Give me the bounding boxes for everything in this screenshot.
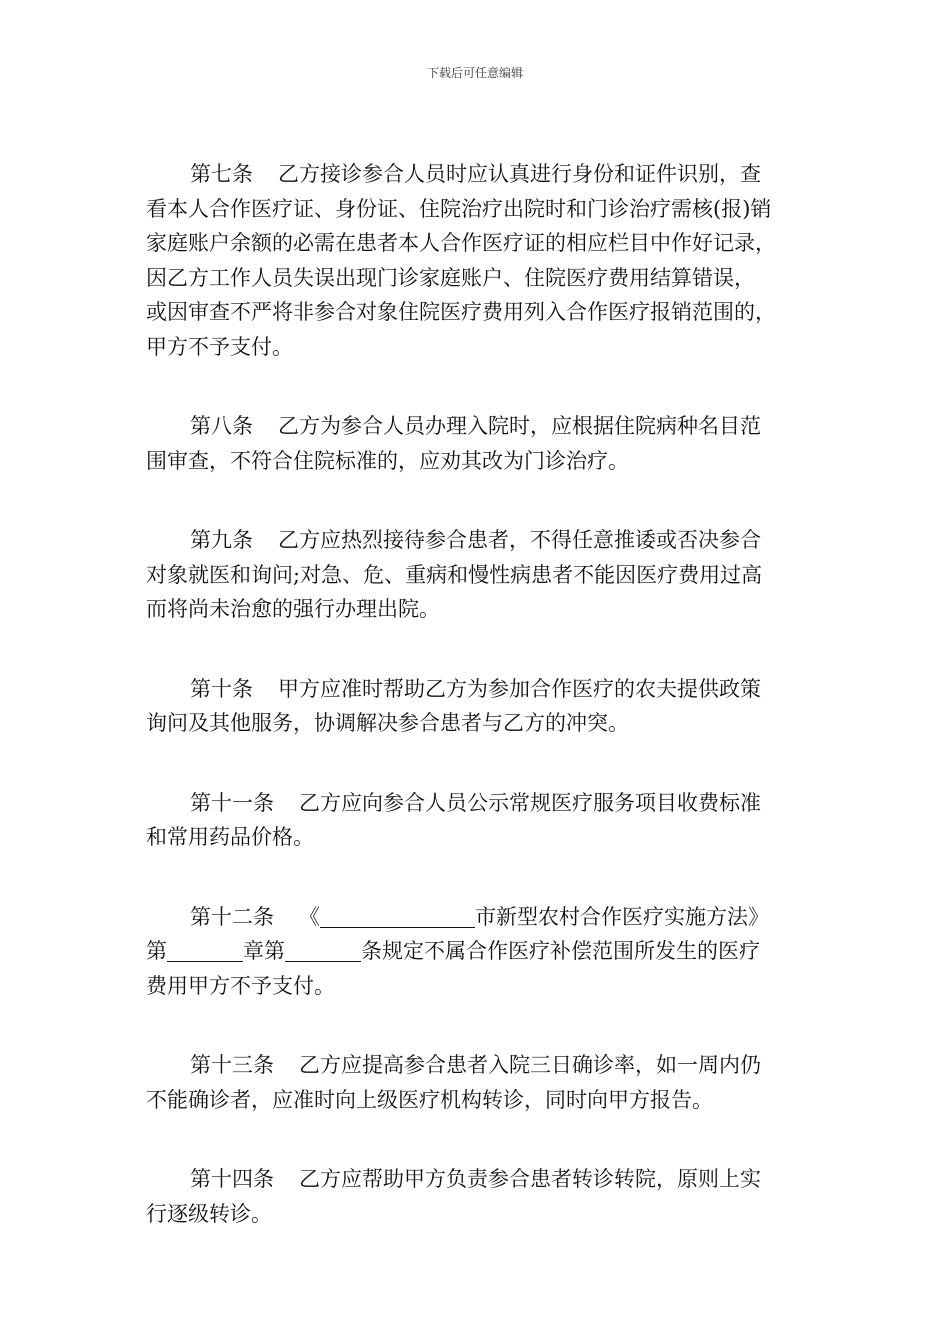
article-7 bbox=[146, 157, 810, 364]
article-text: 乙方为参合人员办理入院时，应根据住院病种名目范 bbox=[278, 414, 761, 438]
article-number: 第九条 bbox=[190, 528, 253, 552]
article-8 bbox=[146, 409, 810, 478]
article-line: 甲方不予支付。 bbox=[146, 334, 293, 359]
article-14 bbox=[146, 1162, 810, 1231]
fill-in-blank[interactable] bbox=[167, 937, 243, 962]
article-line: 围审查，不符合住院标准的，应劝其改为门诊治疗。 bbox=[146, 448, 629, 473]
article-line bbox=[146, 157, 810, 192]
article-number: 第八条 bbox=[190, 414, 253, 438]
article-line: 而将尚未治愈的强行办理出院。 bbox=[146, 597, 440, 621]
article-text: 乙方接诊参合人员时应认真进行身份和证件识别，查 bbox=[278, 162, 761, 186]
article-line: 看本人合作医疗证、身份证、住院治疗出院时和门诊治疗需核(报)销 bbox=[146, 196, 772, 221]
article-number: 第十条 bbox=[190, 676, 253, 701]
article-text: 第 bbox=[146, 939, 167, 963]
article-11 bbox=[146, 786, 810, 855]
article-line: 和常用药品价格。 bbox=[146, 825, 314, 849]
article-text: 乙方应帮助甲方负责参合患者转诊转院，原则上实 bbox=[299, 1167, 761, 1191]
article-line: 因乙方工作人员失误出现门诊家庭账户、住院医疗费用结算错误， bbox=[146, 265, 755, 290]
article-text: 条规定不属合作医疗补偿范围所发生的医疗 bbox=[361, 939, 760, 963]
page-header: 下载后可任意编辑 bbox=[426, 66, 523, 80]
article-line: 询问及其他服务，协调解决参合患者与乙方的冲突。 bbox=[146, 711, 629, 735]
article-12 bbox=[146, 900, 810, 1004]
article-text: 乙方应热烈接待参合患者，不得任意推诿或否决参合 bbox=[278, 528, 761, 552]
article-line bbox=[146, 523, 810, 558]
article-text: 市新型农村合作医疗实施方法》 bbox=[475, 904, 769, 929]
article-line: 对象就医和询问;对急、危、重病和慢性病患者不能因医疗费用过高 bbox=[146, 562, 763, 587]
article-text: 乙方应提高参合患者入院三日确诊率，如一周内仍 bbox=[299, 1053, 761, 1077]
article-text: 乙方应向参合人员公示常规医疗服务项目收费标准 bbox=[299, 790, 761, 815]
article-line: 费用甲方不予支付。 bbox=[146, 973, 335, 998]
article-10 bbox=[146, 672, 810, 741]
article-text: 《 bbox=[299, 904, 320, 929]
article-line bbox=[146, 1162, 810, 1197]
article-line: 家庭账户余额的必需在患者本人合作医疗证的相应栏目中作好记录， bbox=[146, 231, 776, 255]
article-text: 章第 bbox=[243, 939, 285, 963]
article-line bbox=[146, 934, 810, 969]
document-body bbox=[146, 157, 810, 1276]
article-number: 第十三条 bbox=[190, 1053, 274, 1077]
article-line: 不能确诊者，应准时向上级医疗机构转诊，同时向甲方报告。 bbox=[146, 1087, 713, 1112]
fill-in-blank[interactable] bbox=[285, 937, 361, 962]
article-13 bbox=[146, 1048, 810, 1117]
article-line bbox=[146, 409, 810, 444]
article-line bbox=[146, 1048, 810, 1083]
article-line bbox=[146, 786, 810, 821]
article-line: 或因审查不严将非参合对象住院医疗费用列入合作医疗报销范围的， bbox=[146, 300, 776, 324]
article-number: 第七条 bbox=[190, 162, 253, 186]
article-number: 第十一条 bbox=[190, 790, 274, 815]
fill-in-blank[interactable] bbox=[320, 903, 475, 928]
article-line bbox=[146, 900, 810, 935]
article-9 bbox=[146, 523, 810, 627]
article-line bbox=[146, 672, 810, 707]
article-number: 第十四条 bbox=[190, 1167, 274, 1191]
article-text: 甲方应准时帮助乙方为参加合作医疗的农夫提供政策 bbox=[278, 676, 761, 701]
article-number: 第十二条 bbox=[190, 904, 274, 929]
article-line: 行逐级转诊。 bbox=[146, 1201, 272, 1226]
